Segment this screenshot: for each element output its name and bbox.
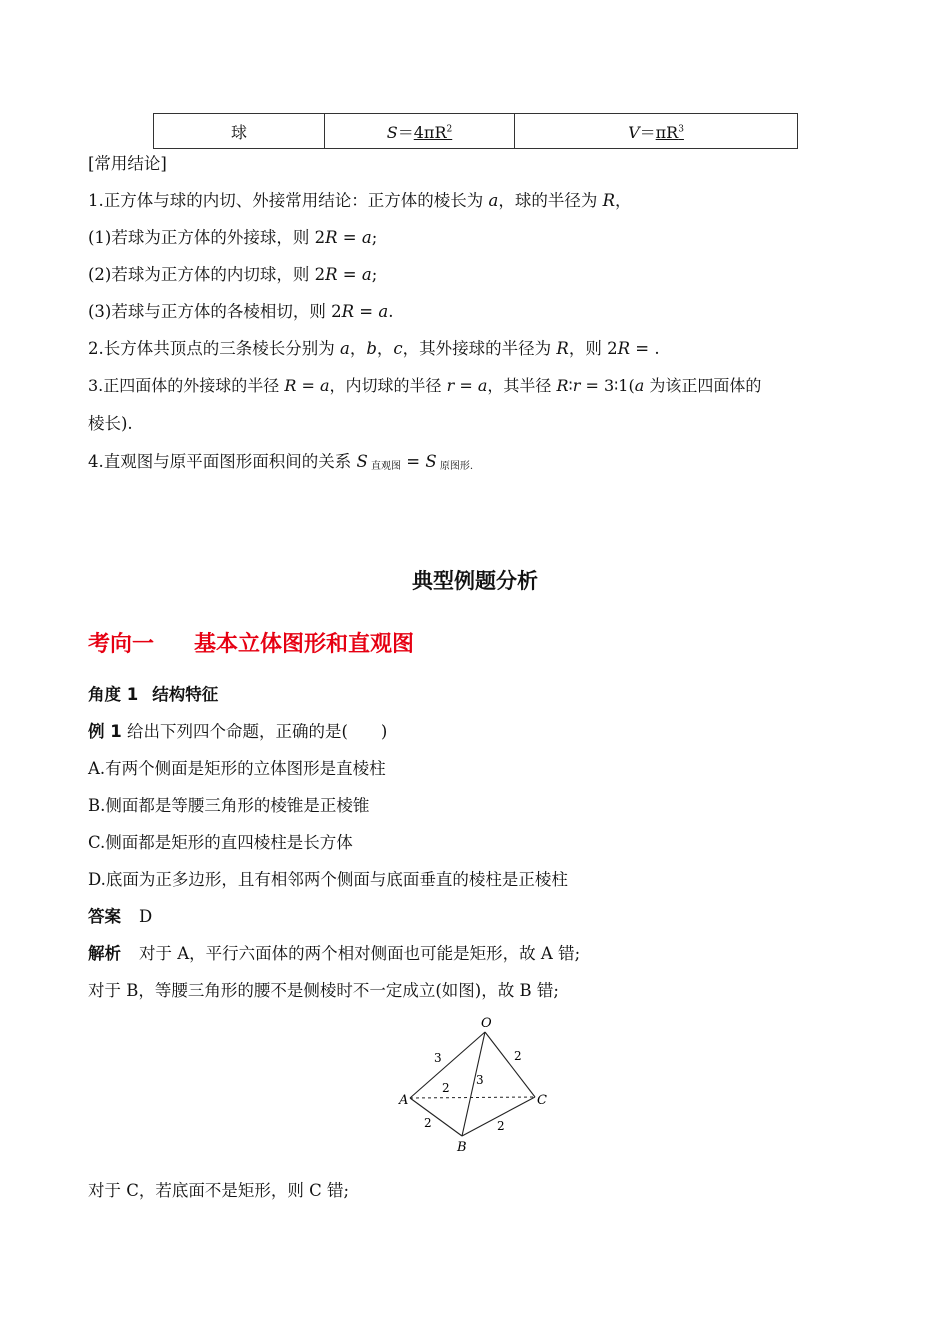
angle-label: 角度 1	[88, 685, 139, 704]
conclusion-2	[88, 338, 660, 360]
table-row	[154, 114, 798, 149]
text: ，	[349, 339, 367, 358]
text: =	[354, 302, 379, 321]
option-d: D.底面为正多边形，且有相邻两个侧面与底面垂直的棱柱是正棱柱	[88, 870, 568, 889]
text: 1.正方体与球的内切、外接常用结论：正方体的棱长为	[88, 191, 489, 210]
answer	[88, 906, 152, 928]
vol-exp: 3	[678, 124, 684, 135]
conclusion-1-1	[88, 227, 377, 249]
direction-text: 基本立体图形和直观图	[194, 632, 415, 657]
example-text: 给出下列四个命题，正确的是( )	[121, 722, 388, 741]
conclusion-3	[88, 375, 761, 397]
conclusion-4	[88, 451, 473, 478]
analysis-b: 对于 B，等腰三角形的腰不是侧棱时不一定成立(如图)，故 B 错;	[88, 981, 559, 1000]
area-formula	[414, 123, 452, 142]
text: ，内切球的半径	[329, 376, 447, 395]
analysis-label: 解析	[88, 944, 121, 963]
subscript: 原图形.	[436, 461, 473, 472]
text: ，	[376, 339, 394, 358]
area-exp: 2	[446, 124, 453, 135]
text: = 3∶1(	[580, 376, 635, 395]
text: =	[296, 376, 320, 395]
label-bc: 2	[497, 1119, 505, 1133]
var: R	[284, 376, 297, 395]
text: 为该正四面体的	[644, 376, 762, 395]
vol-eq: ＝	[639, 122, 656, 142]
sphere-formula-table	[153, 113, 798, 149]
area-lhs: S	[386, 122, 398, 142]
var: R	[556, 376, 569, 395]
option-c: C.侧面都是矩形的直四棱柱是长方体	[88, 833, 353, 852]
vertex-b: B	[457, 1140, 467, 1155]
text: ，其外接球的半径为	[402, 339, 557, 358]
area-eq: ＝	[397, 122, 414, 142]
var: a	[361, 228, 372, 247]
var: R	[341, 302, 355, 321]
var: S	[356, 452, 368, 471]
vertex-a: A	[399, 1093, 409, 1108]
label-ab: 2	[424, 1116, 432, 1130]
text: ;	[371, 265, 378, 284]
text: ∶	[568, 376, 573, 395]
var: R	[602, 191, 616, 210]
example-label: 例 1	[88, 722, 122, 741]
area-rhs: 4πR	[413, 122, 447, 142]
label-ob: 3	[476, 1073, 484, 1087]
text: ;	[371, 228, 378, 247]
var: b	[366, 339, 377, 358]
vol-rhs: πR	[655, 122, 679, 142]
example-1	[88, 721, 387, 743]
label-oc: 2	[514, 1049, 522, 1063]
var: r	[572, 376, 581, 395]
text: ，球的半径为	[498, 191, 603, 210]
var: R	[617, 339, 631, 358]
shape-cell: 球	[154, 114, 325, 149]
text: (2)若球为正方体的内切球，则 2	[88, 265, 326, 284]
var: a	[477, 376, 488, 395]
edge-ac-hidden	[410, 1097, 535, 1098]
angle-text: 结构特征	[152, 685, 219, 704]
var: c	[393, 339, 403, 358]
var: R	[325, 228, 338, 247]
text: (3)若球与正方体的各棱相切，则 2	[88, 302, 342, 321]
var: S	[425, 452, 437, 471]
vol-lhs: V	[628, 122, 640, 142]
subscript: 直观图	[367, 461, 401, 472]
text: =	[401, 452, 426, 471]
tetrahedron-figure	[392, 1012, 562, 1157]
text: ，则 2	[568, 339, 618, 358]
text: ，	[615, 191, 632, 210]
analysis-c: 对于 C，若底面不是矩形，则 C 错;	[88, 1181, 350, 1200]
text: =	[337, 265, 362, 284]
var: a	[319, 376, 330, 395]
option-a: A.有两个侧面是矩形的立体图形是直棱柱	[88, 759, 386, 778]
label-oa: 3	[434, 1051, 442, 1065]
var: R	[325, 265, 338, 284]
section-title: 典型例题分析	[412, 569, 538, 593]
option-b: B.侧面都是等腰三角形的棱锥是正棱锥	[88, 796, 370, 815]
vertex-c: C	[537, 1093, 547, 1108]
var: a	[488, 191, 499, 210]
angle-heading	[88, 684, 218, 706]
conclusion-1-2	[88, 264, 377, 286]
var: R	[556, 339, 569, 358]
text: 2.长方体共顶点的三条棱长分别为	[88, 339, 340, 358]
var: a	[340, 339, 350, 358]
direction-label: 考向一	[88, 632, 155, 657]
answer-label: 答案	[88, 907, 121, 926]
analysis-text: 对于 A，平行六面体的两个相对侧面也可能是矩形，故 A 错;	[139, 944, 581, 963]
var: a	[378, 302, 389, 321]
volume-cell	[515, 114, 798, 149]
direction-heading	[88, 627, 414, 658]
text: (1)若球为正方体的外接球，则 2	[88, 228, 326, 247]
conclusion-1	[88, 190, 632, 212]
surface-area-cell	[325, 114, 515, 149]
text: = .	[630, 339, 660, 358]
label-ac: 2	[442, 1081, 450, 1095]
var: a	[634, 376, 645, 395]
vol-formula	[656, 123, 684, 142]
text: 4.直观图与原平面图形面积间的关系	[88, 452, 357, 471]
conclusion-3-cont: 棱长).	[88, 414, 133, 433]
var: r	[446, 376, 455, 395]
conclusion-1-3	[88, 301, 393, 323]
common-conclusions-heading: [常用结论]	[88, 154, 167, 173]
answer-value: D	[139, 907, 153, 926]
edge-ab	[410, 1098, 462, 1136]
text: =	[337, 228, 362, 247]
vertex-o: O	[481, 1016, 492, 1031]
text: ，其半径	[487, 376, 557, 395]
text: .	[388, 302, 394, 321]
text: 3.正四面体的外接球的半径	[88, 376, 285, 395]
analysis	[88, 943, 580, 965]
edge-oc	[485, 1032, 535, 1097]
text: =	[454, 376, 478, 395]
var: a	[361, 265, 372, 284]
